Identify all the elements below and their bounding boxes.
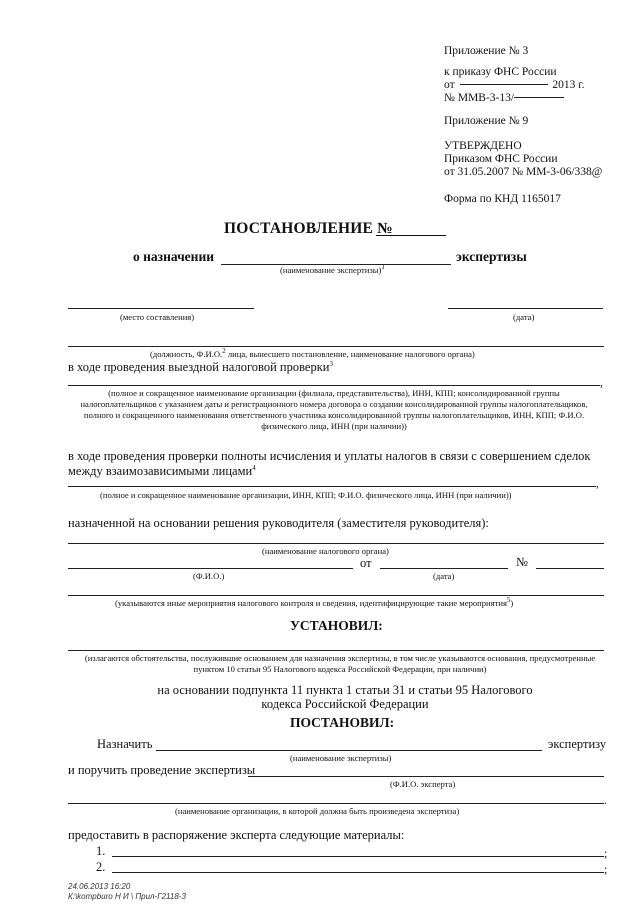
appointment-suffix: экспертизы bbox=[456, 249, 527, 264]
expert-org-caption: (наименование организации, в которой должна быть произведена экспертиза) bbox=[175, 806, 460, 816]
assign-expertise-caption: (наименование экспертизы) bbox=[290, 753, 392, 763]
established-heading: УСТАНОВИЛ: bbox=[290, 618, 383, 633]
order-reference: к приказу ФНС России bbox=[444, 66, 557, 78]
order-date-row bbox=[444, 78, 585, 92]
order-number-row bbox=[444, 91, 564, 105]
completeness-caption: (полное и сокращенное наименование организации, ИНН, КПП; Ф.И.О. физического лица, ИНН (при наличии)) bbox=[100, 490, 512, 500]
assign-label: Назначить bbox=[97, 737, 153, 751]
order-date-prefix: от bbox=[444, 79, 455, 91]
completeness-field[interactable] bbox=[68, 486, 596, 487]
date-field[interactable] bbox=[448, 308, 603, 309]
onsite-audit-caption: (полное и сокращенное наименование организации (филиала, представительства), ИНН, КПП; консолидированной группы налогоплательщиков с указанием даты и регистрационного номера договора о создании консолидированной группы налогоплательщиков, полного и сокращенного наименования ответственного участника консолидированной группы налогоплательщиков, ИНН, КПП; Ф.И.О. физического лица, ИНН (при наличии)) bbox=[80, 388, 588, 431]
assign-suffix: экспертизу bbox=[548, 737, 607, 751]
expert-field[interactable] bbox=[248, 776, 604, 777]
footer-file-path: К:\kompburo Н И \ Прил-Г2118-3 bbox=[68, 892, 186, 901]
order-year-suffix: 2013 г. bbox=[552, 79, 585, 91]
resolved-heading: ПОСТАНОВИЛ: bbox=[290, 715, 395, 730]
place-caption: (место составления) bbox=[120, 312, 195, 322]
place-field[interactable] bbox=[68, 308, 254, 309]
authority-field[interactable] bbox=[68, 543, 604, 544]
official-field[interactable] bbox=[68, 346, 604, 347]
head-fio-caption: (Ф.И.О.) bbox=[193, 571, 225, 581]
order-number-prefix: № ММВ-3-13/ bbox=[444, 92, 515, 104]
material-item-1-field[interactable] bbox=[112, 856, 604, 857]
head-fio-field[interactable] bbox=[68, 568, 353, 569]
decision-from-label: от bbox=[360, 556, 372, 570]
appendix-3-label: Приложение № 3 bbox=[444, 45, 529, 57]
decision-date-caption: (дата) bbox=[433, 571, 455, 581]
expert-caption: (Ф.И.О. эксперта) bbox=[390, 779, 456, 789]
material-item-2-field[interactable] bbox=[112, 872, 604, 873]
circumstances-field[interactable] bbox=[68, 650, 604, 651]
order-date-field[interactable] bbox=[460, 84, 548, 85]
completeness-text: в ходе проведения проверки полноты исчисления и уплаты налогов в связи с совершением сделок между взаимозависимыми лицами$^4$ bbox=[68, 449, 591, 478]
document-title: ПОСТАНОВЛЕНИЕ № bbox=[224, 220, 393, 237]
approved-label: УТВЕРЖДЕНО bbox=[444, 140, 522, 152]
onsite-audit-text: в ходе проведения выездной налоговой проверки$^3$ bbox=[68, 359, 333, 374]
order-number-field[interactable] bbox=[514, 97, 564, 98]
date-caption: (дата) bbox=[513, 312, 535, 322]
other-measures-field[interactable] bbox=[68, 595, 604, 596]
footer-timestamp: 24.06.2013 16:20 bbox=[68, 882, 131, 891]
material-item-2-number: 2. bbox=[96, 860, 106, 874]
material-item-1-number: 1. bbox=[96, 844, 106, 858]
document-number-field[interactable] bbox=[376, 235, 446, 236]
decision-date-field[interactable] bbox=[380, 568, 508, 569]
entrust-label: и поручить проведение экспертизы bbox=[68, 763, 256, 777]
circumstances-caption: (излагаются обстоятельства, послужившие основанием для назначения экспертизы, в том числе указываются основания, предусмотренные пунктом 10 статьи 95 Налогового кодекса Российской Федерации, при наличии) bbox=[84, 653, 596, 674]
provide-materials-label: предоставить в распоряжение эксперта следующие материалы: bbox=[68, 828, 405, 842]
assign-expertise-field[interactable] bbox=[156, 750, 542, 751]
form-code: Форма по КНД 1165017 bbox=[444, 193, 561, 205]
authority-caption: (наименование налогового органа) bbox=[262, 546, 389, 556]
expertise-name-caption: (наименование экспертизы)$^1$ bbox=[280, 263, 385, 275]
appendix-9-label: Приложение № 9 bbox=[444, 115, 529, 127]
appointment-prefix: о назначении bbox=[133, 249, 215, 264]
official-caption: (должность, Ф.И.О.$^2$ лица, вынесшего постановление, наименование налогового органа) bbox=[150, 347, 475, 359]
approving-order: Приказом ФНС России bbox=[444, 153, 558, 165]
legal-basis: на основании подпункта 11 пункта 1 статьи 31 и статьи 95 Налогового кодекса Российской Федерации bbox=[157, 683, 533, 711]
decision-text: назначенной на основании решения руководителя (заместителя руководителя): bbox=[68, 516, 489, 530]
decision-number-label: № bbox=[516, 555, 528, 569]
approving-order-date: от 31.05.2007 № ММ-3-06/338@ bbox=[444, 166, 603, 178]
expert-org-field[interactable] bbox=[68, 803, 604, 804]
decision-number-field[interactable] bbox=[536, 568, 604, 569]
other-measures-caption: (указываются иные мероприятия налогового контроля и сведения, идентифицирующие такие мероприятия$^5$) bbox=[115, 596, 514, 608]
onsite-audit-field[interactable] bbox=[68, 385, 600, 386]
